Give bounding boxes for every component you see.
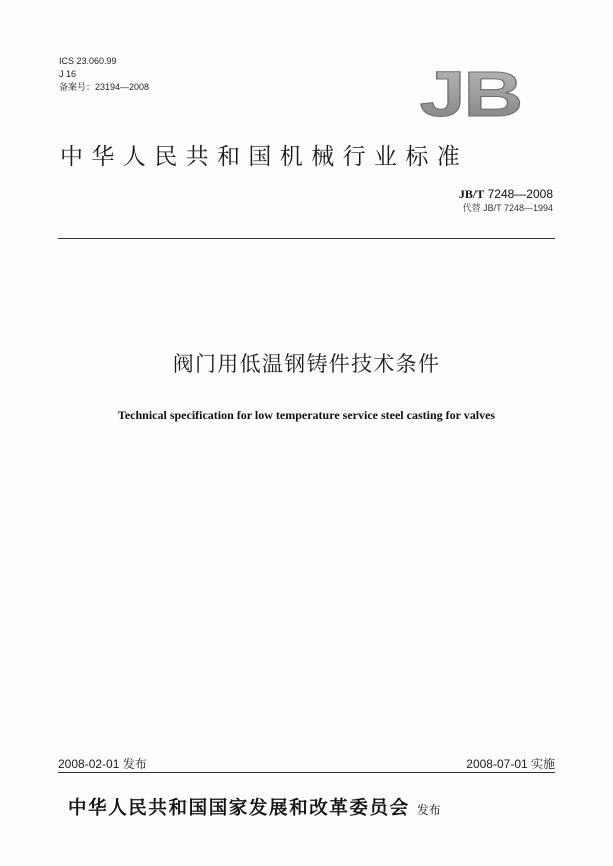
jb-logo-text: JB [419,59,521,119]
classification-block [59,55,149,94]
issuing-authority [68,794,441,820]
header-divider [58,238,555,239]
issue-date: 2008-02-01 发布 [58,757,147,771]
ics-code: ICS 23.060.99 [59,56,117,66]
document-title-english: Technical specification for low temperature service steel casting for valves [117,408,496,422]
standard-series-title: 中华人民共和国机械行业标准 [60,144,469,170]
standard-number-block [459,187,553,215]
standard-number [459,187,553,202]
issuer-action: 发布 [416,803,441,817]
implementation-date: 2008-07-01 实施 [466,757,555,771]
issuer-name: 中华人民共和国国家发展和改革委员会 [68,798,410,819]
record-number: 备案号：23194—2008 [59,82,150,92]
document-title-chinese: 阀门用低温钢铸件技术条件 [172,352,441,376]
standard-number-value: 7248—2008 [484,187,553,201]
category-code: J 16 [59,69,77,79]
standard-number-prefix: JB/T [458,187,485,201]
replaces-standard: 代替 JB/T 7248—1994 [462,203,553,213]
jb-logo [412,59,528,119]
footer-divider [58,772,555,773]
